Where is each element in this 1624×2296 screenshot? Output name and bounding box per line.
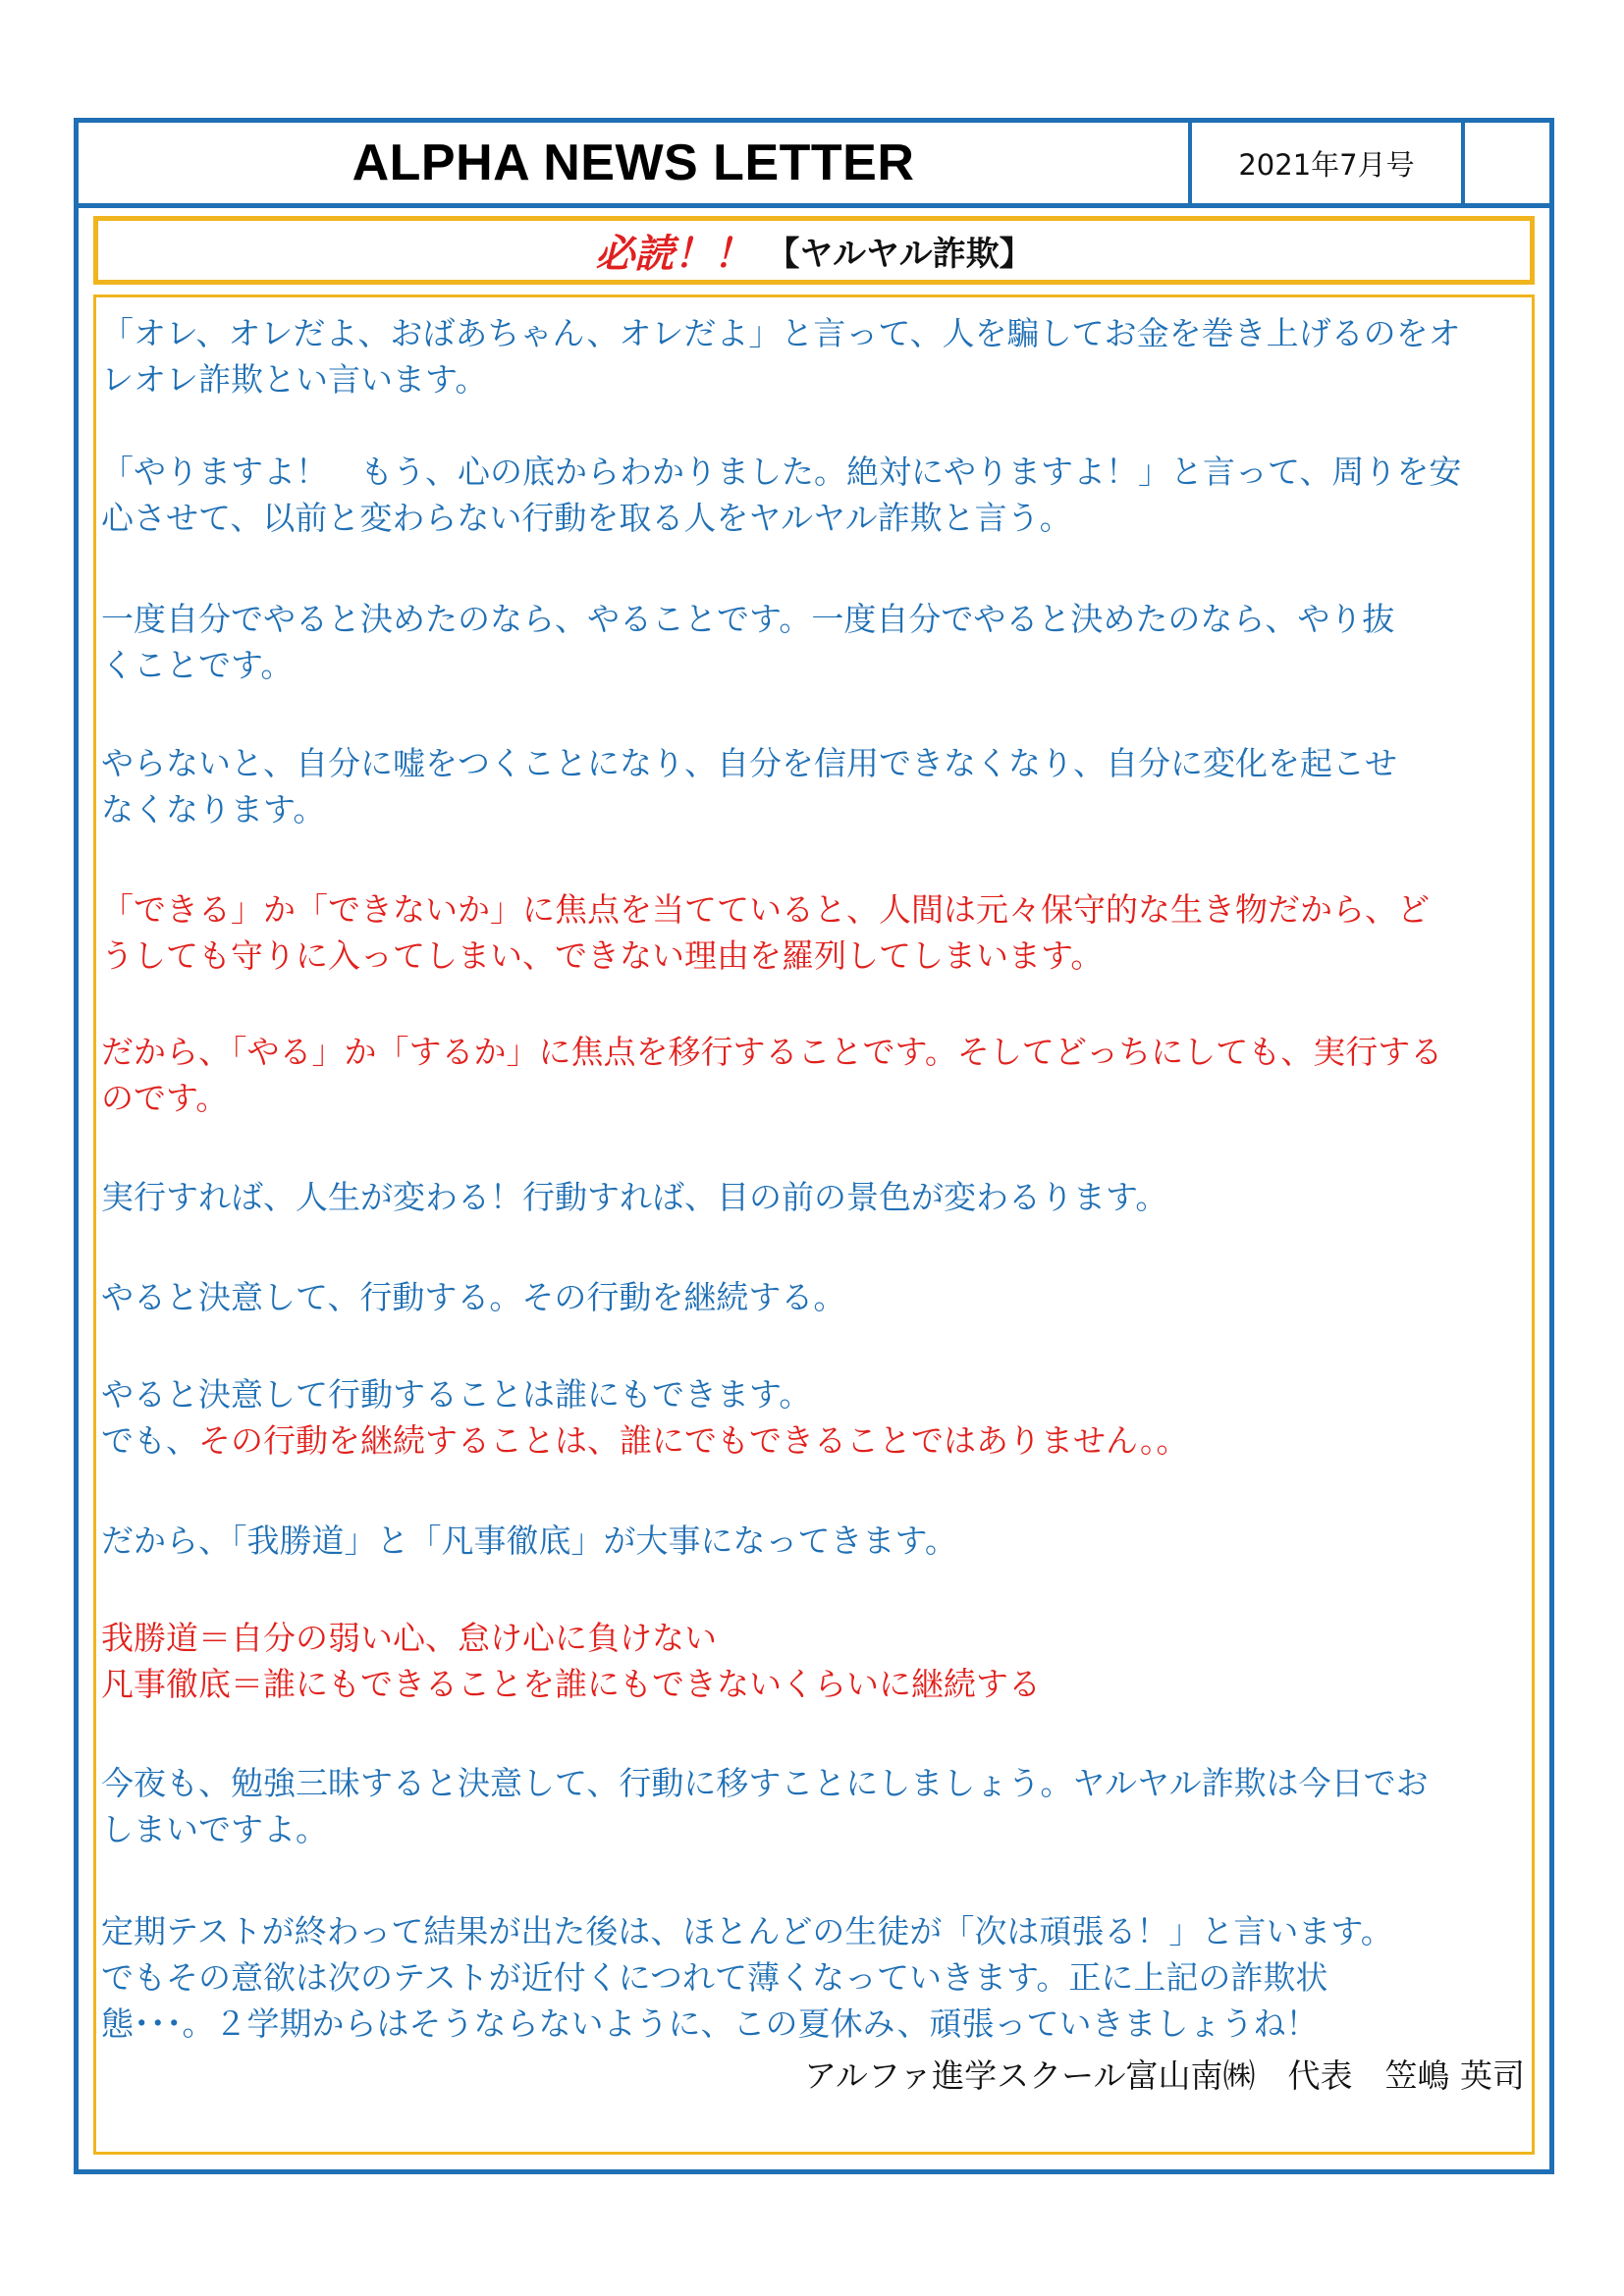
paragraph-6: だから、「やる」か「するか」に焦点を移行することです。そしてどっちにしても、実行する のです。	[101, 1033, 1443, 1117]
paragraph-11: 我勝道＝自分の弱い心、怠け心に負けない 凡事徹底＝誰にもできることを誰にもできないくらいに継続する	[101, 1619, 1041, 1703]
must-read-label: 必読！！	[595, 231, 753, 277]
paragraph-12: 今夜も、勉強三昧すると決意して、行動に移すことにしましょう。ヤルヤル詐欺は今日でお しまいですよ。	[101, 1764, 1429, 1848]
paragraph-1: 「オレ、オレだよ、おばあちゃん、オレだよ」と言って、人を騙してお金を巻き上げるのをオ レオレ詐欺とい言います。	[101, 314, 1461, 399]
paragraph-5: 「できる」か「できないか」に焦点を当てていると、人間は元々保守的な生き物だから、ど うしても守りに入ってしまい、できない理由を羅列してしまいます。	[101, 890, 1430, 975]
issue-date: 2021年7月号	[1188, 123, 1465, 203]
signature: アルファ進学スクール富山南㈱ 代表 笠嶋 英司	[804, 2056, 1525, 2095]
paragraph-3: 一度自分でやると決めたのなら、やることです。一度自分でやると決めたのなら、やり抜 くことです。	[101, 600, 1395, 684]
paragraph-8: やると決意して、行動する。その行動を継続する。	[101, 1278, 846, 1316]
header-blank-cell	[1465, 123, 1549, 203]
paragraph-4: やらないと、自分に嘘をつくことになり、自分を信用できなくなり、自分に変化を起こせ なくなります。	[101, 744, 1397, 828]
article-body-box	[93, 294, 1535, 2155]
newsletter-title: ALPHA NEWS LETTER	[352, 134, 915, 191]
mixed-line-highlight: その行動を継続することは、誰にでもできることではありません。。	[198, 1421, 1189, 1460]
headline-topic: 【ヤルヤル詐欺】	[766, 234, 1033, 274]
header-row	[74, 118, 1554, 208]
paragraph-10: だから、「我勝道」と「凡事徹底」が大事になってきます。	[101, 1522, 957, 1560]
paragraph-7: 実行すれば、人生が変わる！行動すれば、目の前の景色が変わるります。	[101, 1178, 1168, 1216]
paragraph-2: 「やりますよ！ もう、心の底からわかりました。絶対にやりますよ！」と言って、周りを安 心させて、以前と変わらない行動を取る人をヤルヤル詐欺と言う。	[101, 453, 1462, 537]
paragraph-9: やると決意して行動することは誰にもできます。 でも、その行動を継続することは、誰にでもできることではありません。。	[101, 1375, 1189, 1460]
paragraph-13: 定期テストが終わって結果が出た後は、ほとんどの生徒が「次は頑張る！」と言います。 でもその意欲は次のテストが近付くにつれて薄くなっていきます。正に上記の詐欺状 態･･･。２学期からはそうならないように、この夏休み、頑張っていきましょうね！	[101, 1912, 1393, 2043]
headline-box	[93, 216, 1535, 285]
mixed-line-prefix: でも、	[101, 1421, 198, 1460]
